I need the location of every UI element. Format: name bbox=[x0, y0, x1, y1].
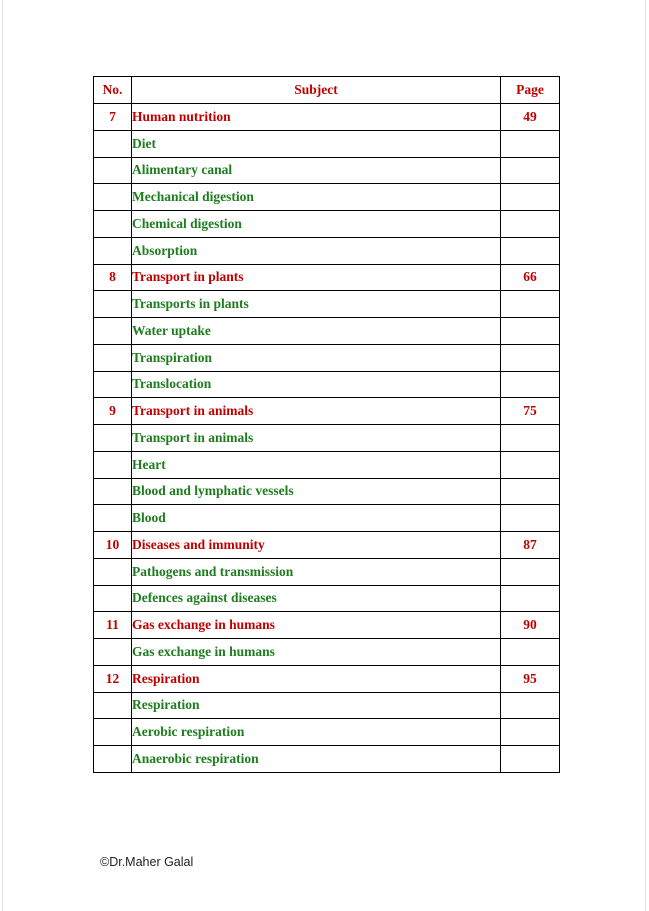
table-row bbox=[94, 291, 560, 318]
table-row bbox=[94, 692, 560, 719]
table-row bbox=[94, 264, 560, 291]
row-no-cell: 11 bbox=[94, 612, 132, 639]
row-page-cell bbox=[501, 451, 560, 478]
table-row bbox=[94, 104, 560, 131]
row-page-cell bbox=[501, 157, 560, 184]
row-subject-cell: Transports in plants bbox=[132, 291, 501, 318]
row-page-cell: 87 bbox=[501, 532, 560, 559]
row-page-cell bbox=[501, 585, 560, 612]
row-no-cell: 10 bbox=[94, 532, 132, 559]
row-page-cell: 90 bbox=[501, 612, 560, 639]
row-subject-cell: Transport in plants bbox=[132, 264, 501, 291]
row-subject-cell: Diet bbox=[132, 130, 501, 157]
row-no-cell bbox=[94, 719, 132, 746]
row-subject-cell: Defences against diseases bbox=[132, 585, 501, 612]
copyright-text: ©Dr.Maher Galal bbox=[100, 855, 194, 869]
row-no-cell: 8 bbox=[94, 264, 132, 291]
row-no-cell bbox=[94, 746, 132, 773]
table-row bbox=[94, 585, 560, 612]
row-page-cell bbox=[501, 344, 560, 371]
table-row bbox=[94, 558, 560, 585]
row-page-cell bbox=[501, 425, 560, 452]
row-no-cell bbox=[94, 157, 132, 184]
table-row bbox=[94, 157, 560, 184]
row-no-cell bbox=[94, 478, 132, 505]
row-subject-cell: Respiration bbox=[132, 665, 501, 692]
row-no-cell bbox=[94, 639, 132, 666]
table-row bbox=[94, 746, 560, 773]
table-row bbox=[94, 719, 560, 746]
row-subject-cell: Anaerobic respiration bbox=[132, 746, 501, 773]
row-subject-cell: Chemical digestion bbox=[132, 211, 501, 238]
page-sheet bbox=[2, 0, 646, 911]
table-header-row bbox=[94, 77, 560, 104]
row-page-cell bbox=[501, 371, 560, 398]
row-no-cell bbox=[94, 371, 132, 398]
row-no-cell bbox=[94, 505, 132, 532]
row-page-cell: 66 bbox=[501, 264, 560, 291]
row-subject-cell: Aerobic respiration bbox=[132, 719, 501, 746]
row-page-cell bbox=[501, 130, 560, 157]
row-subject-cell: Alimentary canal bbox=[132, 157, 501, 184]
row-no-cell bbox=[94, 585, 132, 612]
row-page-cell bbox=[501, 746, 560, 773]
row-subject-cell: Heart bbox=[132, 451, 501, 478]
row-subject-cell: Water uptake bbox=[132, 318, 501, 345]
row-no-cell bbox=[94, 558, 132, 585]
row-no-cell bbox=[94, 451, 132, 478]
row-page-cell bbox=[501, 211, 560, 238]
row-no-cell bbox=[94, 344, 132, 371]
table-row bbox=[94, 478, 560, 505]
row-no-cell bbox=[94, 425, 132, 452]
table-row bbox=[94, 237, 560, 264]
row-subject-cell: Human nutrition bbox=[132, 104, 501, 131]
row-no-cell bbox=[94, 692, 132, 719]
column-header-subject: Subject bbox=[132, 77, 501, 104]
row-subject-cell: Gas exchange in humans bbox=[132, 639, 501, 666]
row-page-cell bbox=[501, 639, 560, 666]
row-page-cell bbox=[501, 237, 560, 264]
row-no-cell bbox=[94, 130, 132, 157]
row-page-cell bbox=[501, 505, 560, 532]
contents-table bbox=[93, 76, 560, 773]
row-no-cell bbox=[94, 184, 132, 211]
table-row bbox=[94, 612, 560, 639]
row-no-cell bbox=[94, 237, 132, 264]
table-row bbox=[94, 425, 560, 452]
row-page-cell bbox=[501, 478, 560, 505]
table-row bbox=[94, 211, 560, 238]
column-header-no: No. bbox=[94, 77, 132, 104]
row-page-cell: 95 bbox=[501, 665, 560, 692]
row-no-cell: 7 bbox=[94, 104, 132, 131]
table-row bbox=[94, 184, 560, 211]
row-page-cell bbox=[501, 692, 560, 719]
row-page-cell bbox=[501, 184, 560, 211]
column-header-page: Page bbox=[501, 77, 560, 104]
row-page-cell bbox=[501, 291, 560, 318]
row-subject-cell: Gas exchange in humans bbox=[132, 612, 501, 639]
row-page-cell bbox=[501, 318, 560, 345]
table-row bbox=[94, 532, 560, 559]
row-subject-cell: Pathogens and transmission bbox=[132, 558, 501, 585]
table-row bbox=[94, 665, 560, 692]
row-subject-cell: Translocation bbox=[132, 371, 501, 398]
row-no-cell: 12 bbox=[94, 665, 132, 692]
row-no-cell: 9 bbox=[94, 398, 132, 425]
row-page-cell: 49 bbox=[501, 104, 560, 131]
table-row bbox=[94, 398, 560, 425]
row-subject-cell: Mechanical digestion bbox=[132, 184, 501, 211]
row-subject-cell: Blood bbox=[132, 505, 501, 532]
row-no-cell bbox=[94, 291, 132, 318]
table-row bbox=[94, 505, 560, 532]
table-row bbox=[94, 371, 560, 398]
row-no-cell bbox=[94, 211, 132, 238]
row-subject-cell: Transpiration bbox=[132, 344, 501, 371]
row-subject-cell: Diseases and immunity bbox=[132, 532, 501, 559]
table-row bbox=[94, 344, 560, 371]
row-subject-cell: Respiration bbox=[132, 692, 501, 719]
row-subject-cell: Transport in animals bbox=[132, 425, 501, 452]
table-row bbox=[94, 130, 560, 157]
row-subject-cell: Transport in animals bbox=[132, 398, 501, 425]
table-row bbox=[94, 451, 560, 478]
table-row bbox=[94, 318, 560, 345]
table-row bbox=[94, 639, 560, 666]
row-page-cell bbox=[501, 558, 560, 585]
row-page-cell bbox=[501, 719, 560, 746]
row-subject-cell: Blood and lymphatic vessels bbox=[132, 478, 501, 505]
row-no-cell bbox=[94, 318, 132, 345]
table-body bbox=[94, 104, 560, 773]
row-subject-cell: Absorption bbox=[132, 237, 501, 264]
row-page-cell: 75 bbox=[501, 398, 560, 425]
